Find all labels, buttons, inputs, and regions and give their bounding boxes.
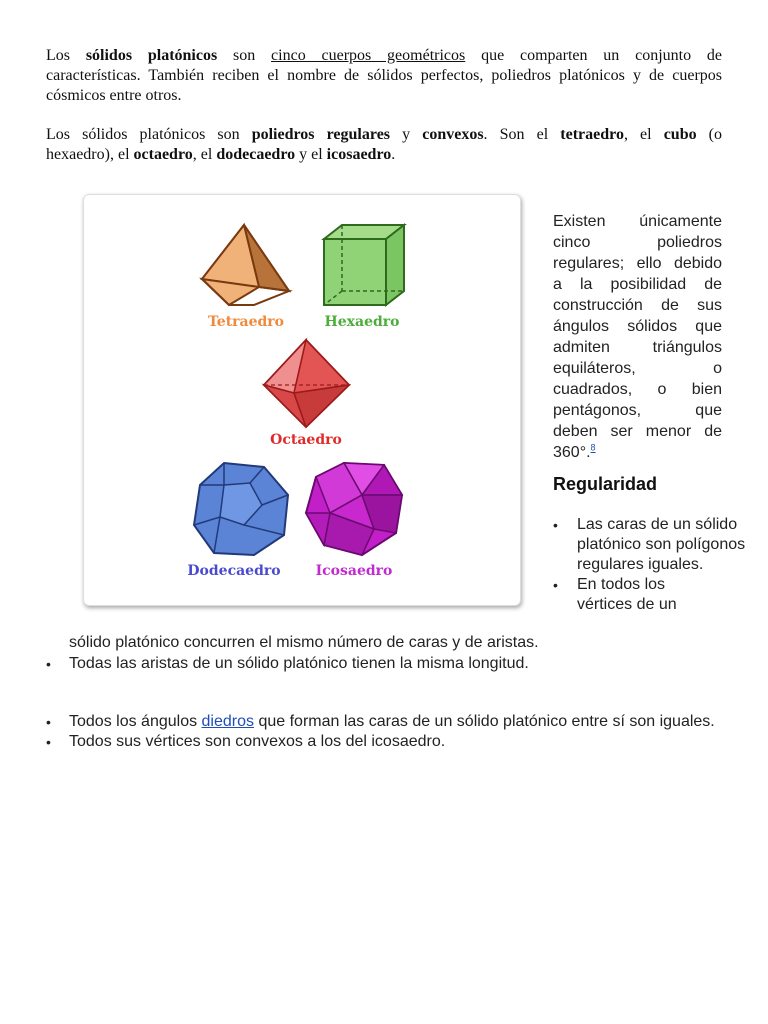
cube-shape [324,225,404,305]
label-octaedro: Octaedro [270,432,342,448]
side-line: a la posibilidad de [553,276,722,293]
regularidad-list-narrow [553,515,753,615]
term-solidos-platonicos: sólidos platónicos [85,47,218,64]
regularidad-list-wide-1 [46,654,726,674]
side-line: cuadrados, o bien [553,381,722,398]
platonic-solids-figure [83,194,521,606]
dodecahedron-shape [194,463,288,555]
label-icosaedro: Icosaedro [315,563,393,579]
list-item: • Las caras de un sólido platónico son polígonos regulares iguales. [553,515,753,575]
label-hexaedro: Hexaedro [324,314,400,330]
link-diedros[interactable]: diedros [201,713,255,730]
types-paragraph [46,125,722,165]
list-item: • Todos los ángulos diedros que forman las caras de un sólido platónico entre sí son iguales. [46,712,726,732]
side-line: equiláteros, o [553,360,722,377]
footnote-ref[interactable]: 8 [590,442,596,453]
icosahedron-shape [306,463,402,555]
side-line: ángulos sólidos que [553,318,722,335]
intro-line-3: cósmicos entre otros. [46,87,182,104]
side-paragraph [553,211,722,463]
side-line: cinco poliedros [553,234,722,251]
octahedron-shape [264,340,349,427]
side-line: 360°.$^8$ [553,442,596,461]
list-item: • En todos los vértices de un [553,575,753,615]
platonic-solids-illustration [84,195,520,605]
side-line: Existen únicamente [553,213,722,230]
label-dodecaedro: Dodecaedro [187,563,281,579]
tetrahedron-shape [202,225,289,305]
regularidad-list-wide-2 [46,712,726,752]
list-item-continuation: sólido platónico concurren el mismo número de caras y de aristas. [69,634,539,651]
side-line: regulares; ello debido [553,255,722,272]
side-line: deben ser menor de [553,423,722,440]
link-cinco-cuerpos[interactable]: cinco cuerpos geométricos [271,47,466,64]
types-line-1: Los sólidos platónicos son poliedros regulares y convexos. Son el tetraedro, el cubo (o [46,126,723,143]
list-item: • Todas las aristas de un sólido platónico tienen la misma longitud. [46,654,726,674]
section-heading-regularidad: Regularidad [553,474,658,494]
intro-line-2: características. También reciben el nombre de sólidos perfectos, poliedros platónicos y de cuerpos [46,67,722,84]
label-tetraedro: Tetraedro [207,314,285,330]
side-line: admiten triángulos [553,339,722,356]
types-line-2: hexaedro), el octaedro, el dodecaedro y el icosaedro. [46,146,396,163]
list-item: • Todos sus vértices son convexos a los del icosaedro. [46,732,726,752]
side-line: construcción de sus [553,297,722,314]
side-line: pentágonos, que [553,402,722,419]
intro-paragraph [46,46,722,106]
intro-line-1: Los sólidos platónicos son cinco cuerpos geométricos que comparten un conjunto de [46,47,723,64]
